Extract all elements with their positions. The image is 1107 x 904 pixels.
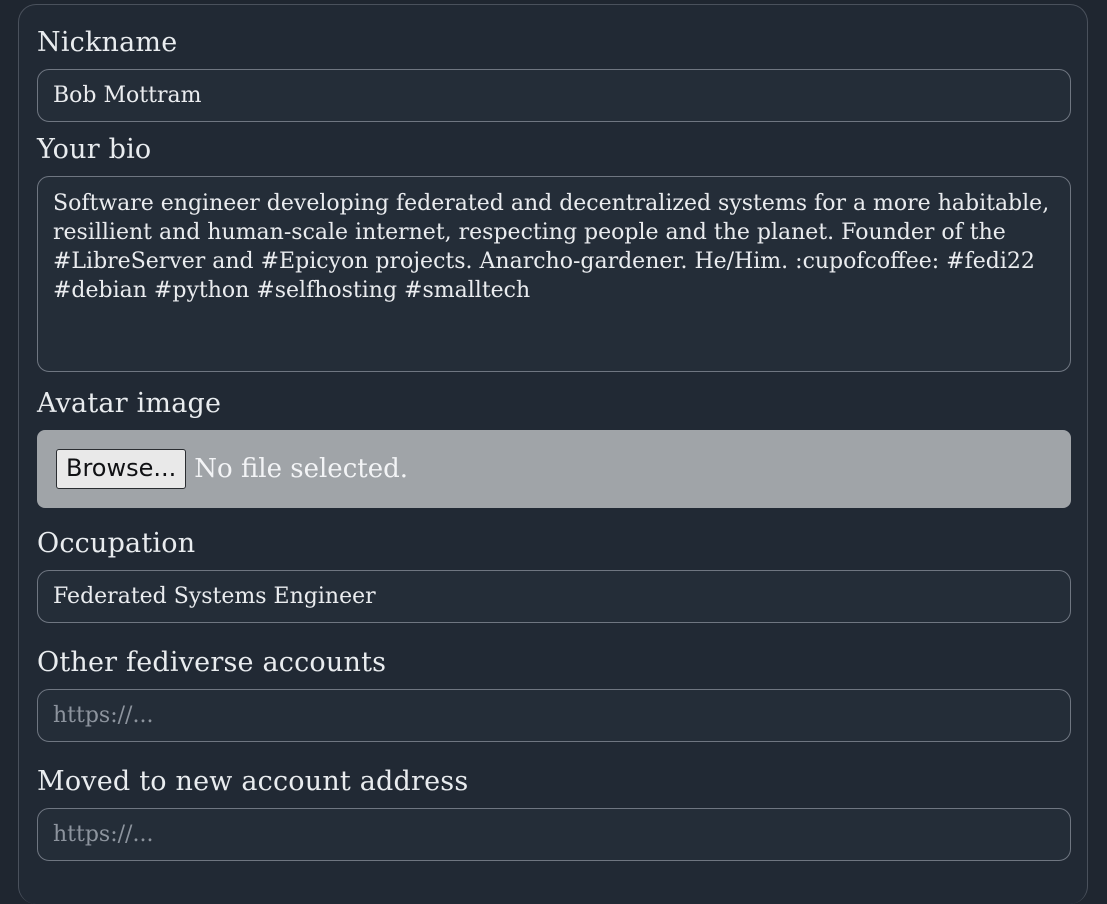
- file-selection-status: No file selected.: [194, 454, 408, 484]
- moved-to-address-input[interactable]: [37, 808, 1071, 861]
- other-fediverse-accounts-input[interactable]: [37, 689, 1071, 742]
- occupation-input[interactable]: [37, 570, 1071, 623]
- moved-to-address-label: Moved to new account address: [37, 766, 469, 797]
- avatar-file-picker[interactable]: [37, 430, 1071, 508]
- occupation-label: Occupation: [37, 528, 196, 559]
- avatar-image-label: Avatar image: [37, 388, 222, 419]
- profile-edit-panel: [18, 4, 1088, 904]
- nickname-label: Nickname: [37, 27, 178, 58]
- bio-label: Your bio: [37, 134, 152, 165]
- nickname-input[interactable]: [37, 69, 1071, 122]
- bio-textarea[interactable]: [37, 176, 1071, 372]
- other-fediverse-accounts-label: Other fediverse accounts: [37, 647, 387, 678]
- browse-button[interactable]: Browse...: [56, 449, 186, 489]
